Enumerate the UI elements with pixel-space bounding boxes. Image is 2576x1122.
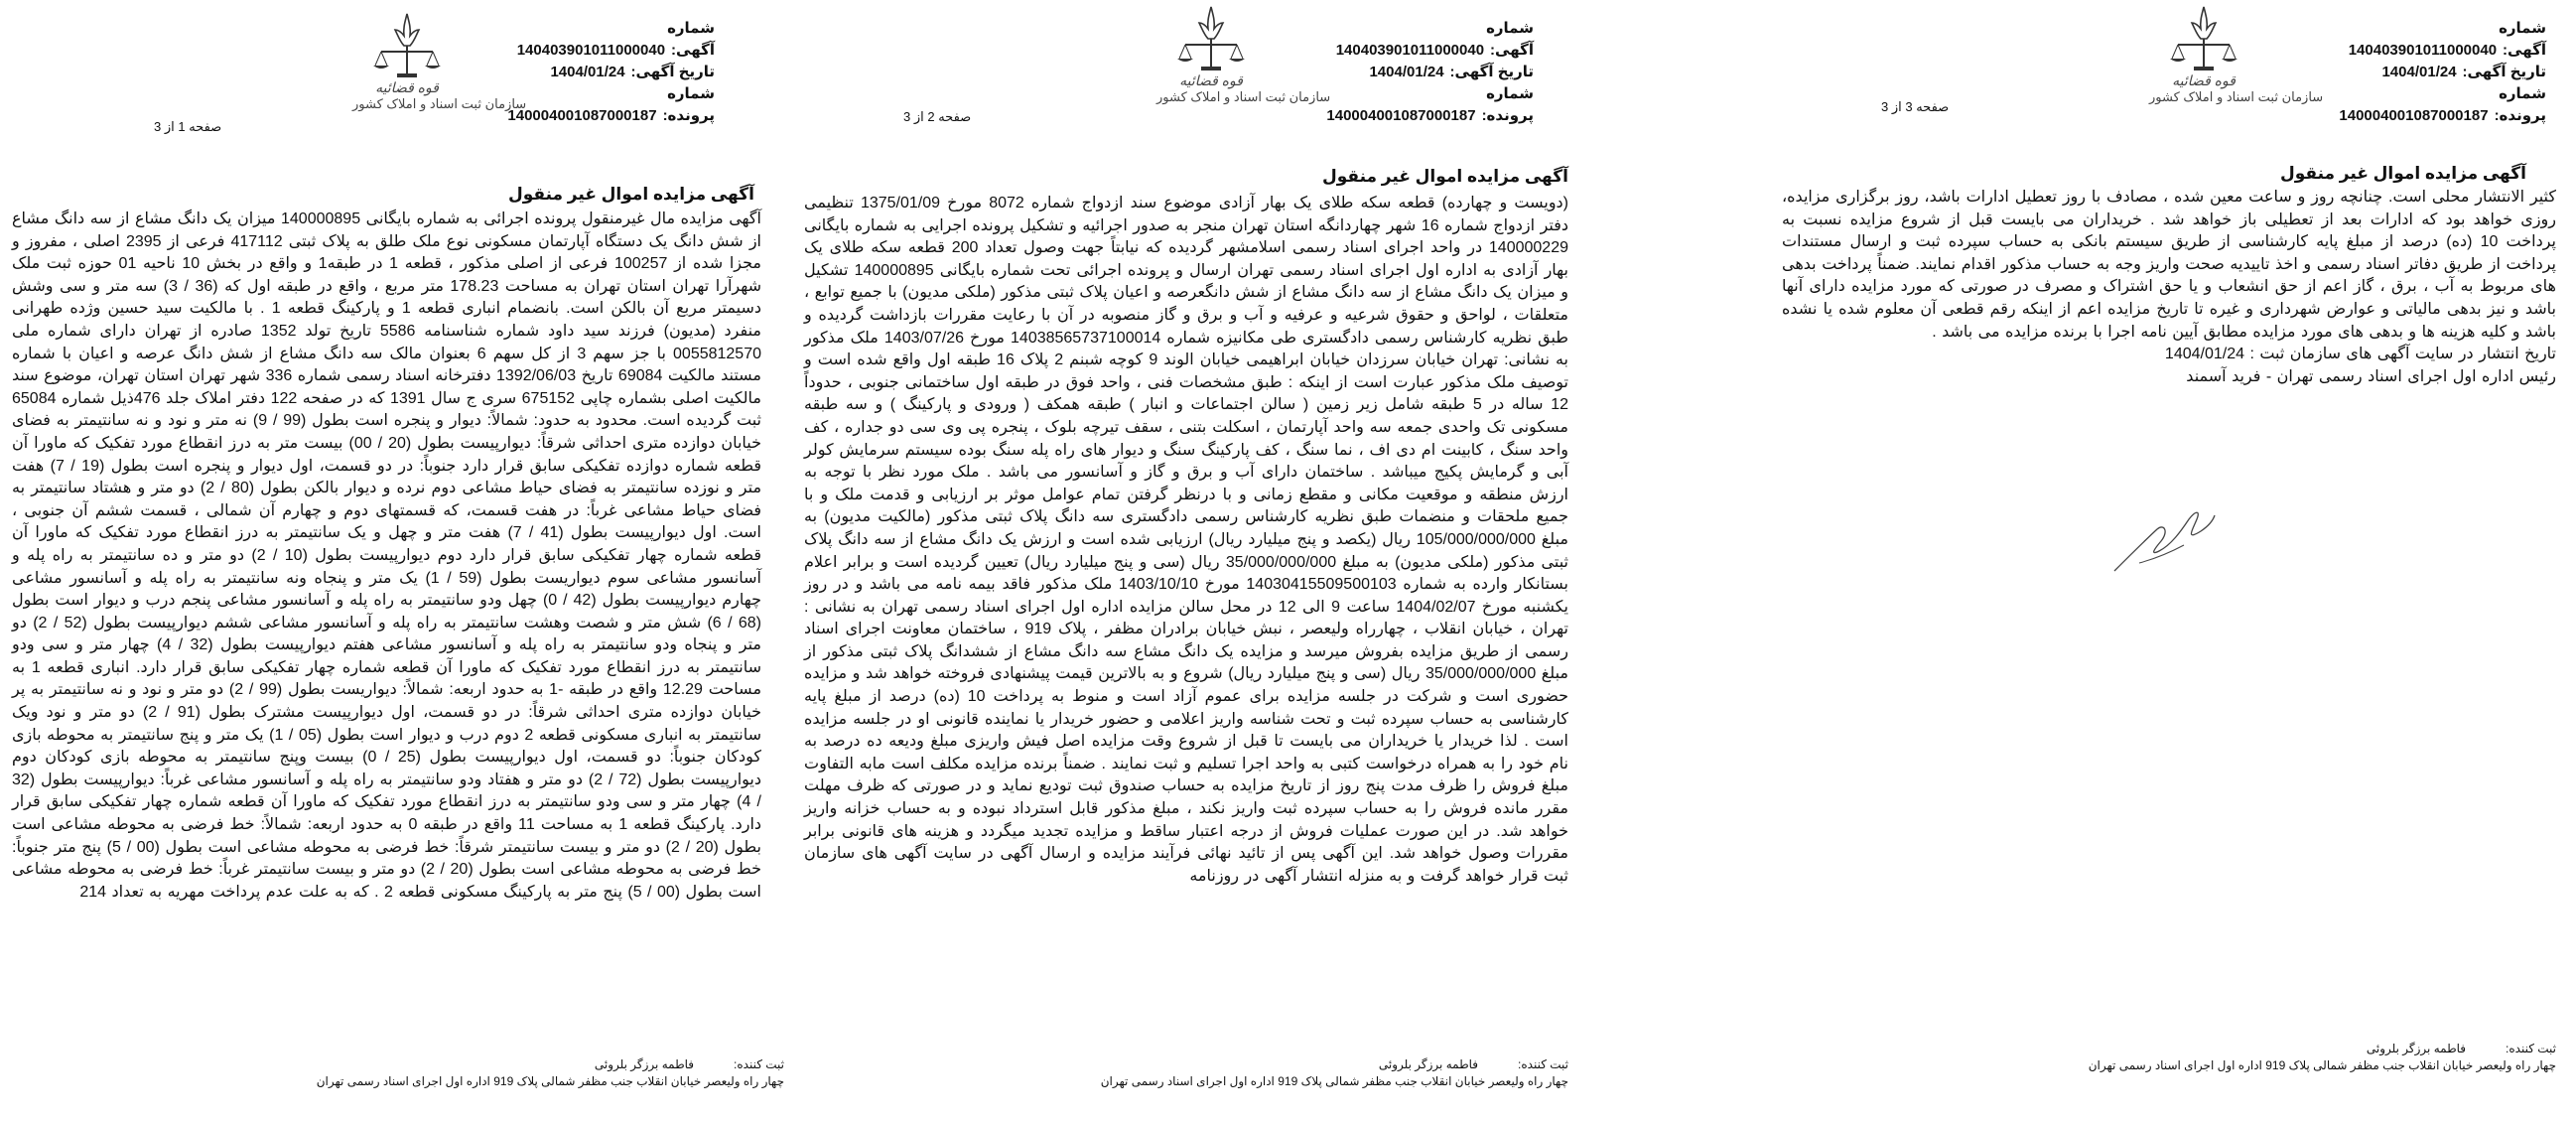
- emblem-caption-bottom: سازمان ثبت اسناد و املاک کشور: [1156, 89, 1331, 104]
- page-footer: [874, 1056, 1568, 1090]
- notice-title: آگهی مزایده اموال غیر منقول: [2279, 164, 2526, 183]
- ad-number: 140403901011000040: [516, 42, 666, 59]
- emblem-caption-top: قوه قضائیه: [2172, 72, 2236, 88]
- page-number: صفحه 3 از 3: [1881, 99, 1950, 114]
- signatory-line: رئیس اداره اول اجرای اسناد رسمی تهران - فرید آسمند: [2186, 367, 2556, 385]
- office-address: چهار راه ولیعصر خیابان انقلاب جنب مظفر شمالی پلاک 919 اداره اول اجرای اسناد رسمی تهران: [2088, 1058, 2556, 1072]
- registrant-label: ثبت کننده:: [734, 1057, 784, 1071]
- judiciary-emblem-icon: [1156, 5, 1331, 105]
- judiciary-emblem-icon: [2149, 5, 2324, 105]
- emblem-caption-top: قوه قضائیه: [1179, 72, 1243, 88]
- registrant-label: ثبت کننده:: [2506, 1042, 2556, 1055]
- publish-date: 1404/01/24: [2164, 346, 2244, 363]
- ad-meta: شماره آگهی:140403901011000040 تاریخ آگهی:1404/01/24 شماره پرونده:140004001087000187: [1326, 20, 1534, 124]
- ad-date: 1404/01/24: [1369, 64, 1444, 80]
- page-2: [794, 0, 1732, 1122]
- emblem-caption-top: قوه قضائیه: [375, 79, 439, 95]
- notice-body: (دویست و چهارده) قطعه سکه طلای یک بهار آزادی موضوع سند ازدواج شماره 8072 مورخ 1375/01/09 تنظیمی دفتر ازدواج شماره 16 شهر چهاردانگه استان تهران منجر به صدور اجرائیه و تشکیل پرونده اجرایی به شماره بایگانی 140000229 در واحد اجرای اسناد رسمی اسلامشهر گردیده که نیابتاً جهت وصول تعداد 200 قطعه سکه طلای یک بهار آزادی به اداره اول اجرای اسناد رسمی تهران ارسال و پرونده اجرائی تحت شماره بایگانی 140000895 تشکیل و میزان یک دانگ مشاع از سه دانگ مشاع از شش دانگعرصه و اعیان پلاک ثبتی مذکور (ملکی مدیون) با جمیع توابع ، متعلقات ، لواحق و حقوق شرعیه و عرفیه و آب و برق و گاز منصوبه در آن با رعایت مقررات بازداشت گردیده و طبق نظریه کارشناس رسمی دادگستری طی مکانیزه شماره 14038565737100014 مورخ 1403/07/26 ملک مذکور به نشانی: تهران خیابان سرزدان خیابان ابراهیمی خیابان الوند 9 کوچه شبنم 2 پلاک 16 طبقه اول واقع شده است و توصیف ملک مذکور عبارت است از اینکه : طبق مشخصات فنی ، واحد فوق در طبقه اول ساختمانی جنوبی ، حدوداً 12 ساله در 5 طبقه شامل زیر زمین ( سالن اجتماعات و انبار ) طبقه همکف ( ورودی و پارکینگ ) و سه طبقه مسکونی تک واحدی جمعه سه واحد آپارتمان ، اسکلت بتنی ، سقف تیرچه بلوک ، پنجره پی وی سی دو جداره ، کف واحد سنگ ، کابینت ام دی اف ، نما سنگ ، کف پارکینگ سنگ و دیوار های راه پله سنگ بوده سیستم سرمایش کولر آبی و گرمایش پکیج میباشد . ساختمان دارای آب و برق و گاز و آسانسور می باشد . ملک مورد نظر با توجه به ارزش منطقه و موقعیت مکانی و مقطع زمانی و با درنظر گرفتن تمام عوامل موثر بر ارزیابی و قدمت ملک و با جمیع ملحقات و منضمات طبق نظریه کارشناس رسمی دادگستری سه دانگ پلاک ثبتی مذکور (مالکیت مدیون) به مبلغ 105/000/000/000 ریال (یکصد و پنج میلیارد ریال) ارزیابی شده است و ارزش یک دانگ مشاع از سه دانگ پلاک ثبتی مذکور (ملکی مدیون) به مبلغ 35/000/000/000 ریال (سی و پنج میلیارد ریال) تعیین گردیده است و برابر اعلام بستانکار وارده به شماره 14030415509500103 مورخ 1403/10/10 ملک مذکور فاقد بیمه نامه می باشد و در روز یکشنبه مورخ 1404/02/07 ساعت 9 الی 12 در محل سالن مزایده اداره اول اجرای اسناد رسمی تهران به نشانی : تهران ، خیابان انقلاب ، چهارراه ولیعصر ، نبش خیابان برادران مظفر ، پلاک 919 ، ساختمان معاونت اجرای اسناد رسمی از طریق مزایده بفروش میرسد و مزایده یک دانگ مشاع سه دانگ مشاع از ششدانگ پلاک ثبتی مذکور از مبلغ 35/000/000/000 ریال (سی و پنج میلیارد ریال) شروع و به بالاترین قیمت پیشنهادی فروخته خواهد شد و مزایده حضوری است و شرکت در جلسه مزایده برای عموم آزاد است و منوط به پرداخت 10 (ده) درصد از مبلغ پایه کارشناسی به حساب سپرده ثبت و تحت شناسه واریز اعلامی و حضور خریدار یا نماینده قانونی او در جلسه مزایده است . لذا خریدار یا خریداران می بایست تا قبل از شروع وقت مزایده اصل فیش واریزی مبلغ ودیعه ده درصد به نام خود را به همراه درخواست کتبی به واحد اجرا تسلیم و ثبت نمایند . ضمناً برنده مزایده مکلف است مابه التفاوت مبلغ فروش را ظرف مدت پنج روز از تاریخ مزایده به حساب صندوق ثبت تودیع نماید و در صورتی که ظرف مهلت مقرر مانده فروش را به حساب سپرده ثبت واریز نکند ، مبلغ مذکور قابل استرداد نبوده و به حساب خزانه واریز خواهد شد. در این صورت عملیات فروش از درجه اعتبار ساقط و مزایده تجدید میگردد و هزینه های قانونی برابر مقررات وصول خواهد شد. این آگهی پس از تائید نهائی فرآیند مزایده و ارسال آگهی در سایت آگهی های سازمان ثبت قرار خواهد گرفت و به منزله انتشار آگهی در روزنامه: [804, 195, 1569, 885]
- publish-line: تاریخ انتشار در سایت آگهی های سازمان ثبت : 1404/01/24: [2164, 346, 2556, 363]
- file-number: 140004001087000187: [2339, 107, 2489, 124]
- file-number: 140004001087000187: [1326, 107, 1476, 124]
- office-address: چهار راه ولیعصر خیابان انقلاب جنب مظفر شمالی پلاک 919 اداره اول اجرای اسناد رسمی تهران: [316, 1074, 784, 1088]
- judiciary-emblem-icon: [352, 12, 527, 112]
- notice-body: آگهی مزایده مال غیرمنقول پرونده اجرائی به شماره بایگانی 140000895 میزان یک دانگ مشاع از سه دانگ مشاع از شش دانگ یک دستگاه آپارتمان مسکونی نوع ملک طلق به پلاک ثبتی 417112 فرعی از 2395 اصلی ، مفروز و مجزا شده از 100257 فرعی از اصلی مذکور ، قطعه 1 در طبقه1 و واقع در بخش 10 ناحیه 01 حوزه ثبت ملک شهرآرا تهران استان تهران به مساحت 178.23 متر مربع ، واقع در طبقه اول که (36 / 3) سه متر و سی وشش دسیمتر مربع آن بالکن است. بانضمام انباری قطعه 1 و پارکینگ قطعه 1 . با مالکیت سید حسین وژده طهرانی منفرد (مدیون) فرزند سید داود شماره شناسنامه 5586 تاریخ تولد 1352 صادره از تهران دارای شماره ملی 0055812570 با جز سهم 3 از کل سهم 6 بعنوان مالک سه دانگ مشاع از شش دانگ عرصه و اعیان با شماره مستند مالکیت 69084 تاریخ 1392/06/03 دفترخانه اسناد رسمی شماره 336 شهر تهران استان تهران، موضوع سند مالکیت اصلی بشماره چاپی 675152 سری ج سال 1391 که در صفحه 122 دفتر املاک جلد 476ذیل شماره 65084 ثبت گردیده است. محدود به حدود: شمالاً: دیوار و پنجره است بطول (99 / 9) نه متر و نود و نه سانتیمتر به فضای خیابان دوازده متری احداثی شرقاً: دیوارپیست بطول (20 / 00) بیست متر به درز انقطاع مورد تفکیک که ماورا آن قطعه شماره دوازده تفکیکی سابق قرار دارد جنوباً: در دو قسمت، اول دیوار و پنجره است بطول (19 / 7) هفت متر و نوزده سانتیمتر به فضای حیاط مشاعی دوم نرده و دیوار بالکن بطول (80 / 2) دو متر و هشتاد سانتیمتر به فضای حیاط مشاعی غرباً: در هفت قسمت، که قسمتهای دوم و چهارم آن شمالی ، قسمت ششم آن جنوبی ، است. اول دیوارپیست بطول (41 / 7) هفت متر و چهل و یک سانتیمتر به درز انقطاع مورد تفکیک که ماورا آن قطعه شماره چهار تفکیکی سابق قرار دارد دوم دیوارپیست بطول (10 / 2) دو متر و ده سانتیمتر به راه پله و آسانسور مشاعی سوم دیواریست بطول (59 / 1) یک متر و پنجاه ونه سانتیمتر به راه پله و آسانسور مشاعی چهارم دیوارپیست بطول (42 / 0) چهل ودو سانتیمتر به راه پله و آسانسور مشاعی پنجم درب و دیوار است بطول (68 / 6) شش متر و شصت وهشت سانتیمتر به راه پله و آسانسور مشاعی ششم دیوارپیست بطول (52 / 2) دو متر و پنجاه ودو سانتیمتر به راه پله و آسانسور مشاعی هفتم دیوارپیست بطول (32 / 4) چهار متر و سی ودو سانتیمتر به درز انقطاع مورد تفکیک که ماورا آن قطعه شماره چهار تفکیکی سابق قرار دارد. انباری قطعه 1 به مساحت 12.29 واقع در طبقه -1 به حدود اربعه: شمالاً: دیواریست بطول (99 / 2) دو متر و نود و نه سانتیمتر به پر خیابان دوازده متری احداثی شرقاً: در دو قسمت، اول دیوارپیست مشترک بطول (91 / 2) دو متر و نود ویک سانتیمتر به انباری مسکونی قطعه 2 دوم درب و دیوار است بطول (05 / 1) یک متر و پنج سانتیمتر به محوطه بازی کودکان جنوباً: دو قسمت، اول دیوارپیست بطول (25 / 0) بیست وپنج سانتیمتر به محوطه بازی کودکان دوم دیوارپیست بطول (72 / 2) دو متر و هفتاد ودو سانتیمتر به راه پله و آسانسور مشاعی غرباً: دیوارپیست بطول (32 / 4) چهار متر و سی ودو سانتیمتر به درز انقطاع مورد تفکیک که ماورا آن قطعه شماره چهار تفکیکی سابق قرار دارد. پارکینگ قطعه 1 به مساحت 11 واقع در طبقه 0 به حدود اربعه: شمالاً: خط فرضی به محوطه مشاعی است بطول (20 / 2) دو متر و بیست سانتیمتر شرقاً: خط فرضی به محوطه مشاعی است بطول (00 / 5) پنج متر جنوباً: خط فرضی به محوطه مشاعی است بطول (20 / 2) دو متر و بیست سانتیمتر غرباً: خط فرضی به محوطه مشاعی است بطول (00 / 5) پنج متر به پارکینگ مسکونی قطعه 2 . که به علت عدم پرداخت مهریه به تعداد 214: [12, 210, 762, 901]
- ad-number: 140403901011000040: [1335, 42, 1485, 59]
- notice-title: آگهی مزایده اموال غیر منقول: [1321, 167, 1568, 186]
- registrant-name: فاطمه برزگر بلروئی: [594, 1057, 695, 1071]
- page-number: صفحه 2 از 3: [903, 109, 972, 124]
- emblem-caption-bottom: سازمان ثبت اسناد و املاک کشور: [2149, 89, 2324, 104]
- page-1: [0, 0, 794, 1122]
- ad-date: 1404/01/24: [2381, 64, 2457, 80]
- ad-meta: شماره آگهی:140403901011000040 تاریخ آگهی:1404/01/24 شماره پرونده:140004001087000187: [2339, 20, 2546, 124]
- page-footer: [1822, 1041, 2556, 1074]
- notice-title: آگهی مزایده اموال غیر منقول: [507, 185, 754, 204]
- ad-meta: شماره آگهی:140403901011000040 تاریخ آگهی:1404/01/24 شماره پرونده:140004001087000187: [507, 20, 715, 124]
- notice-body-text: کثیر الانتشار محلی است. چنانچه روز و ساعت معین شده ، مصادف با روز تعطیل ادارات باشد، روز برگزاری مزایده، روزی خواهد بود که ادارات بعد از تعطیلی باز خواهد شد . خریداران می بایست قبل از شروع مزایده نسبت به پرداخت 10 (ده) درصد از مبلغ پایه کارشناسی از طریق سیستم بانکی به حساب سپرده ثبت و ارسال مستندات پرداخت از طریق دفاتر اسناد رسمی و اخذ تاییدیه صحت واریز وجه به حساب مذکور اقدام نمایند. ضمناً پرداخت بدهی های مربوط به آب ، برق ، گاز اعم از حق انشعاب و یا حق اشتراک و مصرف در صورتی که مورد مزایده دارای آنها باشد و نیز بدهی مالیاتی و عوارض شهرداری و غیره تا تاریخ مزایده اعم از اینکه رقم قطعی آن معلوم شده یا نشده باشد و کلیه هزینه ها و بدهی های مورد مزایده مطابق آیین نامه اجرا با برنده مزایده می باشد .: [1782, 189, 2556, 341]
- registrant-name: فاطمه برزگر بلروئی: [2366, 1042, 2467, 1055]
- page-number: صفحه 1 از 3: [154, 119, 222, 134]
- ad-date: 1404/01/24: [550, 64, 625, 80]
- registrant-name: فاطمه برزگر بلروئی: [1378, 1057, 1479, 1071]
- page-3: [1732, 0, 2576, 1122]
- ad-number: 140403901011000040: [2348, 42, 2498, 59]
- emblem-caption-bottom: سازمان ثبت اسناد و املاک کشور: [352, 96, 527, 111]
- page-footer: [139, 1056, 784, 1090]
- notice-body: [1782, 187, 2556, 388]
- office-address: چهار راه ولیعصر خیابان انقلاب جنب مظفر شمالی پلاک 919 اداره اول اجرای اسناد رسمی تهران: [1100, 1074, 1568, 1088]
- signature-icon: [2109, 501, 2219, 581]
- registrant-label: ثبت کننده:: [1518, 1057, 1568, 1071]
- file-number: 140004001087000187: [507, 107, 657, 124]
